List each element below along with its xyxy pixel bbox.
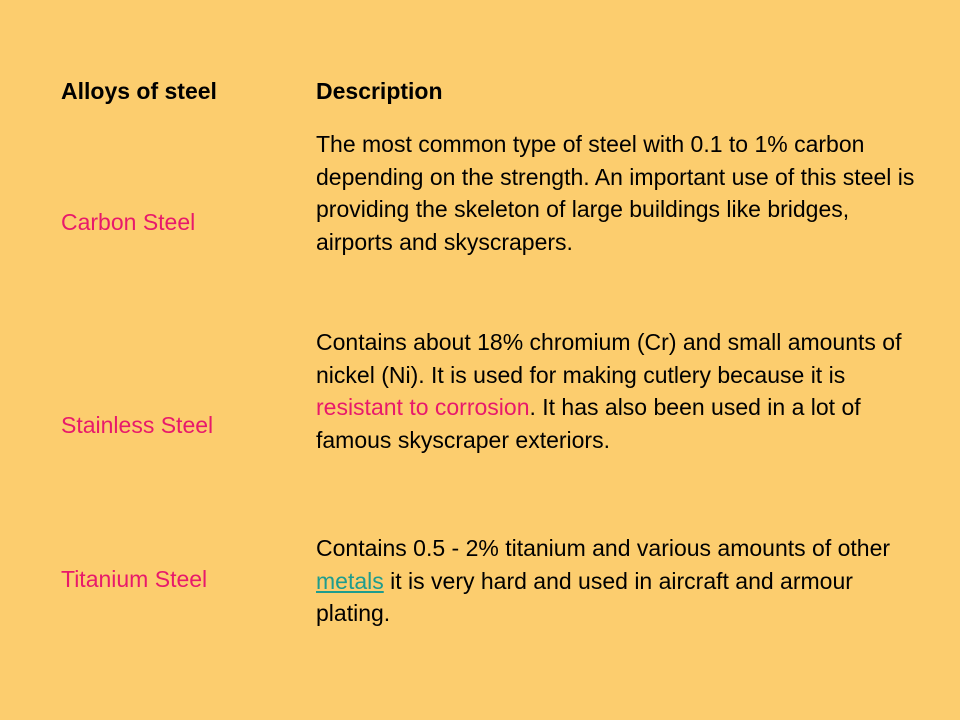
- description-text: . It has also been used in a lot of famous skyscraper exteriors.: [316, 394, 861, 453]
- header-alloys: Alloys of steel: [61, 78, 217, 104]
- description-text: Contains 0.5 - 2% titanium and various amounts of other: [316, 535, 891, 561]
- alloy-description-carbon: The most common type of steel with 0.1 to 1% carbon depending on the strength. An important use of this steel is providing the skeleton of large buildings like bridges, airports and skyscrapers.: [316, 131, 915, 255]
- description-text: it is very hard and used in aircraft and armour plating.: [316, 567, 853, 626]
- description-text: Contains about 18% chromium (Cr) and small amounts of nickel (Ni). It is used for making cutlery because it is: [316, 329, 902, 388]
- alloy-description-stainless: [316, 326, 916, 456]
- corrosion-highlight: resistant to corrosion: [316, 394, 530, 420]
- metals-link[interactable]: metals: [316, 567, 384, 594]
- alloy-name-stainless: Stainless Steel: [61, 412, 214, 438]
- alloy-name-carbon: Carbon Steel: [61, 209, 196, 235]
- header-description: Description: [316, 78, 443, 104]
- alloy-description-titanium: [316, 532, 916, 630]
- alloy-name-titanium: Titanium Steel: [61, 566, 208, 592]
